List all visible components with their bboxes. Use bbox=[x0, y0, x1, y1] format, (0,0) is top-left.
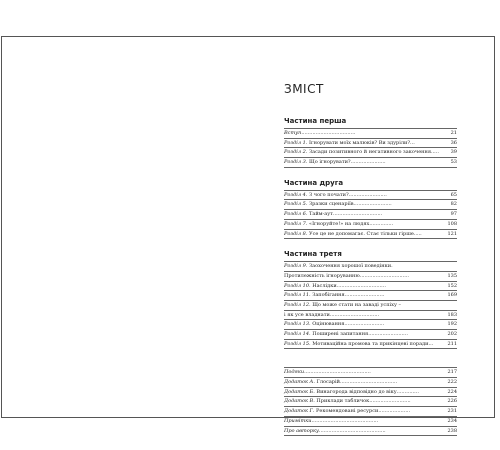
toc-entry[interactable] bbox=[284, 282, 457, 292]
page-number: 238 bbox=[447, 427, 457, 434]
chapter-label: Розділ 15. bbox=[284, 340, 311, 347]
toc-entry[interactable] bbox=[284, 148, 457, 158]
toc-entry-list bbox=[284, 367, 457, 436]
toc-entry-text bbox=[284, 262, 435, 271]
toc-entry-text bbox=[284, 191, 435, 200]
toc-entry-text bbox=[284, 330, 435, 339]
part-title: Частина друга bbox=[284, 178, 344, 187]
page-number: 21 bbox=[450, 130, 457, 136]
chapter-label: Додаток Б. bbox=[284, 388, 315, 395]
chapter-title: Що ігнорувати? bbox=[309, 159, 351, 166]
chapter-label: Вступ bbox=[284, 130, 302, 136]
chapter-title: Глосарій bbox=[316, 379, 340, 386]
toc-entry[interactable] bbox=[284, 139, 457, 149]
part-title: Частина третя bbox=[284, 250, 342, 259]
dot-leader: ... bbox=[410, 139, 415, 146]
chapter-title: Наслідки bbox=[312, 282, 337, 289]
page-number: 202 bbox=[447, 331, 457, 337]
page-number: 36 bbox=[450, 139, 457, 146]
toc-entry[interactable] bbox=[284, 262, 457, 272]
chapter-title: Оцінювання bbox=[312, 321, 345, 328]
dot-leader: ......................... bbox=[344, 321, 385, 328]
toc-entry-text bbox=[284, 148, 439, 157]
chapter-title: «Ігноруйте!» на людях bbox=[309, 220, 370, 227]
dot-leader: .................... bbox=[378, 408, 411, 415]
toc-entry[interactable] bbox=[284, 378, 457, 388]
chapter-title: Засади позитивного й негативного закочення bbox=[309, 149, 431, 156]
table-of-contents bbox=[284, 116, 457, 446]
chapter-title: З чого почати? bbox=[309, 191, 349, 198]
dot-leader: ... bbox=[428, 340, 434, 347]
page-number: 108 bbox=[447, 220, 457, 227]
chapter-label: Розділ 2. bbox=[284, 149, 308, 156]
chapter-label: Розділ 11. bbox=[284, 292, 311, 299]
page-number: 65 bbox=[450, 191, 457, 198]
dot-leader: ...................... bbox=[350, 159, 386, 166]
page-number: 152 bbox=[447, 282, 457, 289]
chapter-label: Розділ 3. bbox=[284, 159, 308, 166]
chapter-label: Додаток Г. bbox=[284, 408, 315, 415]
chapter-label: Додаток А. bbox=[284, 379, 315, 386]
chapter-label: Примітки bbox=[284, 417, 312, 424]
chapter-label: Про авторку bbox=[284, 427, 319, 434]
toc-entry[interactable] bbox=[284, 210, 457, 220]
dot-leader: .............. bbox=[396, 388, 419, 395]
chapter-title: Заохочення хорошої поведінки. bbox=[309, 263, 393, 270]
chapter-label: Розділ 5. bbox=[284, 201, 308, 208]
toc-entry[interactable] bbox=[284, 340, 457, 350]
toc-entry[interactable] bbox=[284, 397, 457, 407]
chapter-label: Розділ 6. bbox=[284, 211, 308, 218]
dot-leader: ............... bbox=[369, 220, 394, 227]
page-number: 169 bbox=[447, 292, 457, 299]
toc-entry-text bbox=[284, 210, 435, 219]
dot-leader: ........................ bbox=[353, 201, 392, 208]
chapter-label: Розділ 8. bbox=[284, 230, 308, 237]
toc-entry-text bbox=[284, 301, 435, 310]
toc-entry[interactable] bbox=[284, 427, 457, 437]
chapter-title: Усе це не допомагає. Стає тільки гірше bbox=[309, 230, 414, 237]
dot-leader: .......................................... bbox=[318, 427, 386, 434]
page-number: 192 bbox=[447, 321, 457, 328]
page-number: 97 bbox=[450, 211, 457, 218]
toc-entry[interactable] bbox=[284, 311, 457, 321]
chapter-label: Розділ 13. bbox=[284, 321, 311, 328]
toc-entry-text bbox=[284, 220, 435, 229]
page-number: 217 bbox=[447, 369, 457, 376]
toc-entry[interactable] bbox=[284, 230, 457, 240]
part-title: Частина перша bbox=[284, 117, 347, 125]
toc-entry-text bbox=[284, 388, 435, 397]
toc-entry[interactable] bbox=[284, 291, 457, 301]
page-number: 224 bbox=[447, 388, 457, 395]
toc-entry[interactable] bbox=[284, 272, 457, 282]
toc-entry[interactable] bbox=[284, 407, 457, 417]
dot-leader: ........................ bbox=[348, 191, 387, 198]
toc-entry-text bbox=[284, 282, 435, 291]
chapter-label: Додаток В. bbox=[284, 398, 315, 405]
chapter-label: Розділ 14. bbox=[284, 331, 311, 337]
toc-entry-list bbox=[284, 190, 457, 239]
dot-leader: ............................... bbox=[359, 272, 410, 279]
toc-entry[interactable] bbox=[284, 320, 457, 330]
toc-entry[interactable] bbox=[284, 368, 457, 378]
chapter-label: Розділ 1. bbox=[284, 139, 308, 146]
dot-leader: ..... bbox=[431, 149, 439, 156]
toc-entry[interactable] bbox=[284, 200, 457, 210]
page-number: 222 bbox=[447, 379, 457, 386]
toc-entry-text bbox=[284, 311, 435, 320]
toc-entry[interactable] bbox=[284, 220, 457, 230]
page-number: 39 bbox=[450, 149, 457, 156]
toc-entry-text bbox=[284, 397, 435, 406]
page-number: 121 bbox=[447, 230, 457, 237]
toc-entry-text bbox=[284, 427, 435, 436]
toc-entry[interactable] bbox=[284, 158, 457, 168]
toc-entry[interactable] bbox=[284, 191, 457, 201]
toc-entry[interactable] bbox=[284, 129, 457, 139]
toc-entry-text bbox=[284, 340, 435, 349]
toc-entry-list bbox=[284, 128, 457, 168]
chapter-label: Розділ 4. bbox=[284, 191, 308, 198]
toc-entry-list bbox=[284, 261, 457, 349]
chapter-title: і як усе владнати bbox=[284, 311, 330, 318]
toc-entry-text bbox=[284, 230, 435, 239]
chapter-label: Розділ 9. bbox=[284, 263, 308, 270]
toc-entry[interactable] bbox=[284, 330, 457, 340]
toc-entry-text bbox=[284, 158, 435, 167]
chapter-title: Ігнорувати моїх малюків? Ви здуріли? bbox=[309, 139, 411, 146]
toc-entry[interactable] bbox=[284, 301, 457, 311]
chapter-title: Що може стати на заваді успіху – bbox=[312, 301, 401, 308]
dot-leader: ............................... bbox=[332, 211, 383, 218]
dot-leader: .................................. bbox=[301, 130, 356, 136]
chapter-title: Протилежність ігноруванню bbox=[284, 272, 360, 279]
page-number: 135 bbox=[447, 272, 457, 279]
dot-leader: .......................... bbox=[369, 398, 411, 405]
toc-entry-text bbox=[284, 272, 435, 281]
page-number: 231 bbox=[447, 408, 457, 415]
chapter-title: Тайм-аут bbox=[309, 211, 333, 218]
toc-heading: ЗМІСТ bbox=[284, 82, 324, 96]
toc-entry-text bbox=[284, 320, 435, 329]
page-number: 226 bbox=[447, 398, 457, 405]
chapter-title: Мотиваційна промова та прикінцеві поради bbox=[312, 340, 429, 347]
toc-entry[interactable] bbox=[284, 417, 457, 427]
chapter-label: Розділ 7. bbox=[284, 220, 308, 227]
dot-leader: ......................... bbox=[344, 292, 385, 299]
page-number: 82 bbox=[450, 201, 457, 208]
dot-leader: ............................... bbox=[336, 282, 386, 289]
dot-leader: ......................... bbox=[368, 331, 408, 337]
chapter-title: Поширені запитання bbox=[312, 331, 369, 337]
chapter-title: Рекомендовані ресурси bbox=[316, 408, 379, 415]
dot-leader: ..... bbox=[413, 230, 422, 237]
toc-entry-text bbox=[284, 139, 435, 148]
toc-entry-text bbox=[284, 368, 435, 377]
chapter-label: Подяки bbox=[284, 369, 305, 376]
chapter-title: Запобігання bbox=[312, 292, 345, 299]
toc-entry-text bbox=[284, 407, 435, 416]
toc-entry-text bbox=[284, 417, 435, 426]
page-number: 234 bbox=[447, 417, 457, 424]
toc-entry-text bbox=[284, 200, 435, 209]
chapter-title: Зразки сценаріїв bbox=[309, 201, 354, 208]
dot-leader: ............................... bbox=[329, 311, 380, 318]
toc-entry-text bbox=[284, 129, 435, 138]
chapter-label: Розділ 10. bbox=[284, 282, 311, 289]
page-number: 53 bbox=[450, 159, 457, 166]
toc-entry-text bbox=[284, 291, 435, 300]
toc-entry[interactable] bbox=[284, 388, 457, 398]
section-gap bbox=[284, 359, 457, 365]
chapter-title: Приклади табличок bbox=[316, 398, 370, 405]
dot-leader: .......................................... bbox=[304, 369, 371, 376]
chapter-title: Винагорода відповідно до віку bbox=[316, 388, 397, 395]
page-number: 211 bbox=[447, 340, 457, 347]
toc-entry-text bbox=[284, 378, 435, 387]
chapter-label: Розділ 12. bbox=[284, 301, 311, 308]
dot-leader: .......................................... bbox=[311, 417, 379, 424]
dot-leader: .................................... bbox=[339, 379, 398, 386]
page-number: 183 bbox=[447, 311, 457, 318]
